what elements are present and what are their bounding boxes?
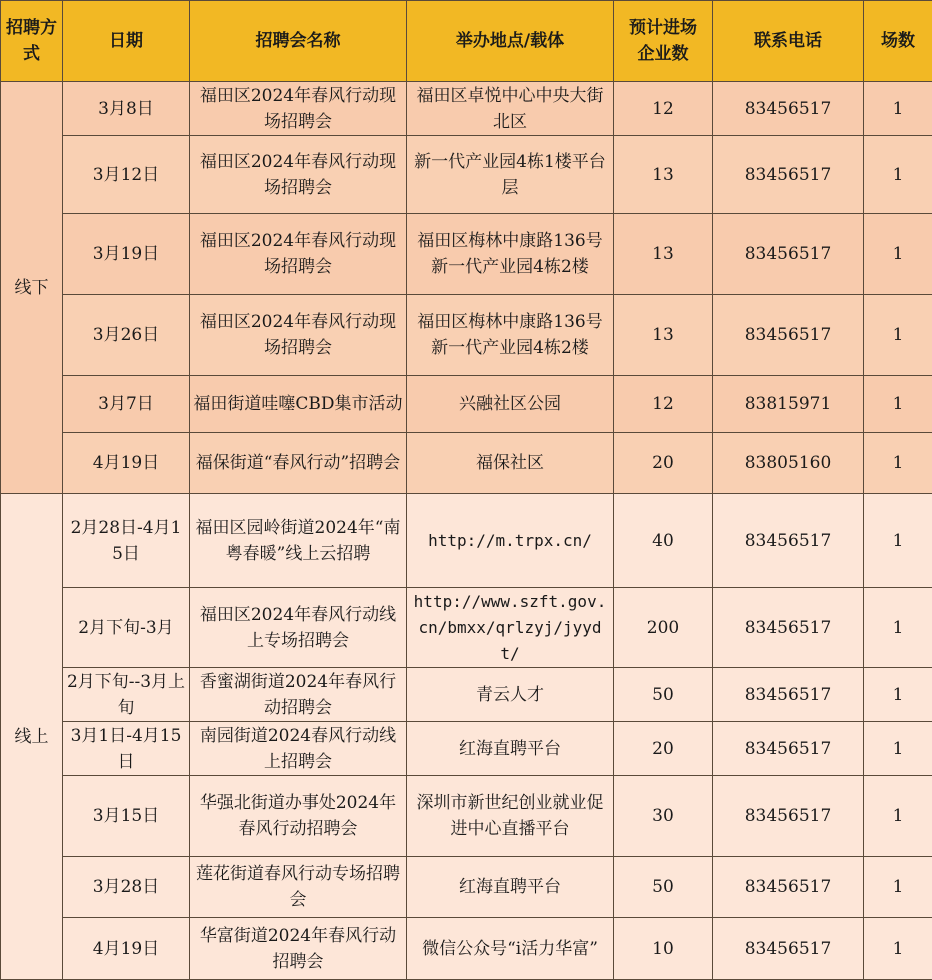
cell-venue: 微信公众号“i活力华富” — [407, 918, 614, 980]
cell-phone: 83805160 — [713, 433, 864, 494]
cell-venue: 兴融社区公园 — [407, 376, 614, 433]
cell-name: 福田区2024年春风行动线上专场招聘会 — [190, 588, 407, 668]
cell-phone: 83456517 — [713, 136, 864, 214]
cell-venue-link[interactable]: http://m.trpx.cn/ — [407, 494, 614, 588]
cell-companies: 30 — [614, 776, 713, 857]
cell-venue: 红海直聘平台 — [407, 857, 614, 918]
table-row — [1, 82, 932, 136]
cell-sessions: 1 — [864, 722, 932, 776]
cell-venue: 福田区梅林中康路136号新一代产业园4栋2楼 — [407, 295, 614, 376]
cell-date: 3月28日 — [63, 857, 190, 918]
cell-venue: 新一代产业园4栋1楼平台层 — [407, 136, 614, 214]
header-venue: 举办地点/载体 — [407, 1, 614, 82]
cell-name: 福田区园岭街道2024年“南粤春暖”线上云招聘 — [190, 494, 407, 588]
cell-venue-link[interactable]: http://www.szft.gov.cn/bmxx/qrlzyj/jyydt/ — [407, 588, 614, 668]
cell-date: 3月26日 — [63, 295, 190, 376]
group-offline: 线下 — [1, 82, 63, 494]
cell-name: 南园街道2024春风行动线上招聘会 — [190, 722, 407, 776]
table-row — [1, 214, 932, 295]
cell-companies: 12 — [614, 82, 713, 136]
table-row — [1, 776, 932, 857]
table-row — [1, 857, 932, 918]
cell-name: 福田街道哇噻CBD集市活动 — [190, 376, 407, 433]
cell-venue: 福田区卓悦中心中央大街北区 — [407, 82, 614, 136]
cell-name: 福田区2024年春风行动现场招聘会 — [190, 295, 407, 376]
cell-phone: 83456517 — [713, 494, 864, 588]
cell-phone: 83456517 — [713, 82, 864, 136]
cell-companies: 40 — [614, 494, 713, 588]
cell-sessions: 1 — [864, 433, 932, 494]
cell-name: 福田区2024年春风行动现场招聘会 — [190, 136, 407, 214]
cell-date: 2月28日-4月15日 — [63, 494, 190, 588]
cell-name: 福保街道“春风行动”招聘会 — [190, 433, 407, 494]
cell-sessions: 1 — [864, 214, 932, 295]
header-mode: 招聘方式 — [1, 1, 63, 82]
cell-companies: 50 — [614, 668, 713, 722]
cell-name: 香蜜湖街道2024年春风行动招聘会 — [190, 668, 407, 722]
cell-sessions: 1 — [864, 494, 932, 588]
header-phone: 联系电话 — [713, 1, 864, 82]
cell-date: 4月19日 — [63, 433, 190, 494]
cell-venue: 红海直聘平台 — [407, 722, 614, 776]
cell-name: 福田区2024年春风行动现场招聘会 — [190, 214, 407, 295]
cell-phone: 83456517 — [713, 214, 864, 295]
cell-phone: 83456517 — [713, 295, 864, 376]
cell-date: 3月12日 — [63, 136, 190, 214]
cell-phone: 83456517 — [713, 776, 864, 857]
cell-venue: 深圳市新世纪创业就业促进中心直播平台 — [407, 776, 614, 857]
cell-sessions: 1 — [864, 668, 932, 722]
table-row — [1, 295, 932, 376]
table-row — [1, 376, 932, 433]
header-name: 招聘会名称 — [190, 1, 407, 82]
cell-phone: 83815971 — [713, 376, 864, 433]
cell-companies: 20 — [614, 433, 713, 494]
cell-sessions: 1 — [864, 857, 932, 918]
table-row — [1, 136, 932, 214]
cell-venue: 青云人才 — [407, 668, 614, 722]
cell-companies: 13 — [614, 214, 713, 295]
cell-sessions: 1 — [864, 918, 932, 980]
cell-phone: 83456517 — [713, 722, 864, 776]
cell-venue: 福保社区 — [407, 433, 614, 494]
cell-phone: 83456517 — [713, 588, 864, 668]
cell-date: 3月15日 — [63, 776, 190, 857]
cell-companies: 13 — [614, 136, 713, 214]
cell-sessions: 1 — [864, 82, 932, 136]
header-date: 日期 — [63, 1, 190, 82]
cell-name: 福田区2024年春风行动现场招聘会 — [190, 82, 407, 136]
cell-name: 华强北街道办事处2024年春风行动招聘会 — [190, 776, 407, 857]
cell-companies: 13 — [614, 295, 713, 376]
cell-date: 4月19日 — [63, 918, 190, 980]
cell-sessions: 1 — [864, 376, 932, 433]
cell-phone: 83456517 — [713, 857, 864, 918]
cell-companies: 200 — [614, 588, 713, 668]
table-row — [1, 722, 932, 776]
cell-companies: 50 — [614, 857, 713, 918]
table-row — [1, 588, 932, 668]
cell-date: 3月19日 — [63, 214, 190, 295]
header-companies: 预计进场企业数 — [614, 1, 713, 82]
cell-companies: 12 — [614, 376, 713, 433]
table-row — [1, 918, 932, 980]
cell-sessions: 1 — [864, 588, 932, 668]
header-row — [1, 1, 932, 82]
cell-companies: 20 — [614, 722, 713, 776]
cell-phone: 83456517 — [713, 668, 864, 722]
cell-sessions: 1 — [864, 136, 932, 214]
table-row — [1, 668, 932, 722]
cell-venue: 福田区梅林中康路136号新一代产业园4栋2楼 — [407, 214, 614, 295]
cell-companies: 10 — [614, 918, 713, 980]
group-online: 线上 — [1, 494, 63, 980]
header-sessions: 场数 — [864, 1, 932, 82]
cell-date: 3月1日-4月15日 — [63, 722, 190, 776]
cell-date: 3月8日 — [63, 82, 190, 136]
cell-name: 华富街道2024年春风行动招聘会 — [190, 918, 407, 980]
table-row — [1, 433, 932, 494]
cell-sessions: 1 — [864, 295, 932, 376]
cell-phone: 83456517 — [713, 918, 864, 980]
cell-date: 2月下旬--3月上旬 — [63, 668, 190, 722]
table-row — [1, 494, 932, 588]
cell-sessions: 1 — [864, 776, 932, 857]
cell-name: 莲花街道春风行动专场招聘会 — [190, 857, 407, 918]
cell-date: 2月下旬-3月 — [63, 588, 190, 668]
cell-date: 3月7日 — [63, 376, 190, 433]
